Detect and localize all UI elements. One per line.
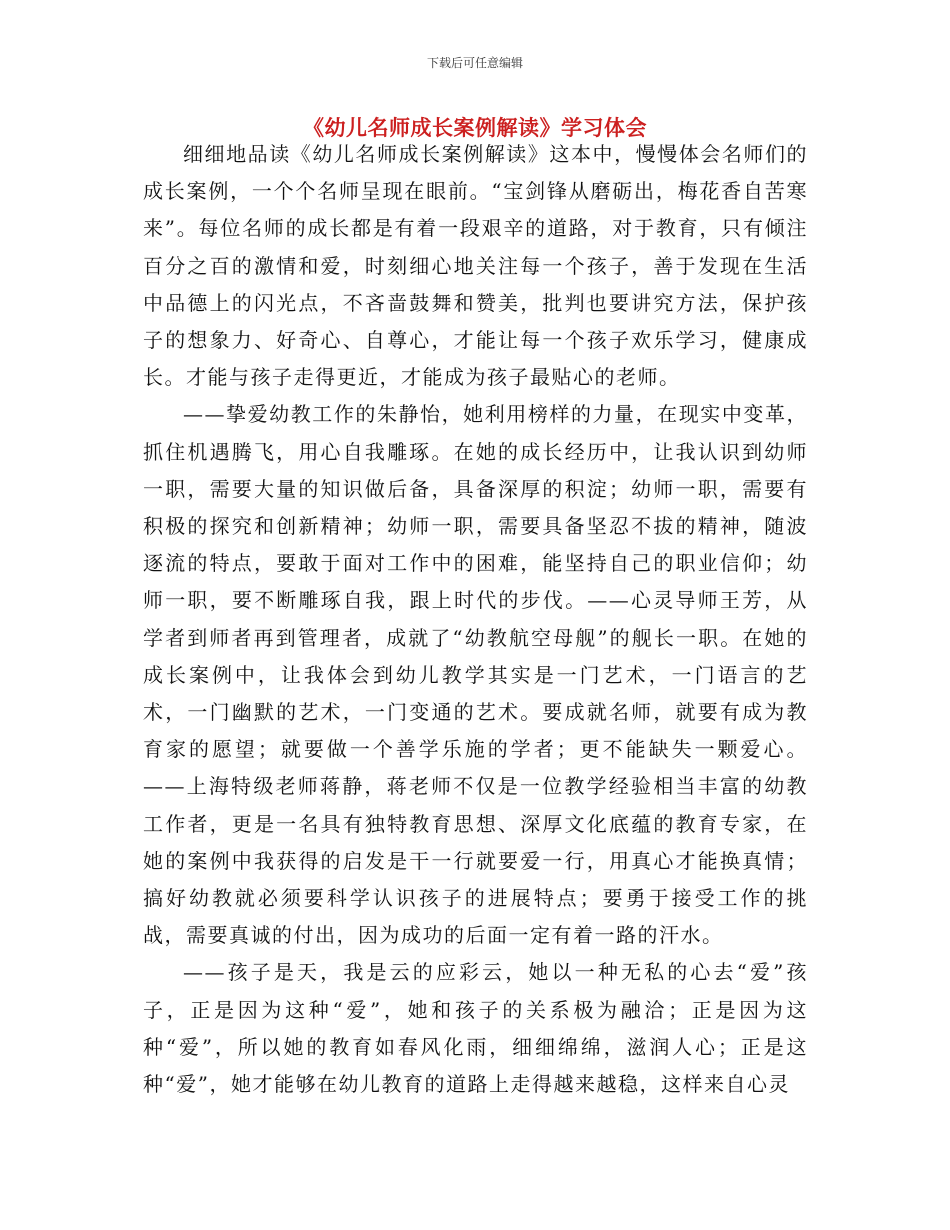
body-paragraph: ——孩子是天，我是云的应彩云，她以一种无私的心去“爱”孩子，正是因为这种“爱”，她和孩子的关系极为融洽；正是因为这种“爱”，所以她的教育如春风化雨，细细绵绵，滋润人心；正是这种“爱”，她才能够在幼儿教育的道路上走得越来越稳，这样来自心灵 [143, 960, 808, 1097]
document-title: 《幼儿名师成长案例解读》学习体会 [303, 116, 647, 140]
document-body [143, 136, 808, 1103]
header-note: 下载后可任意编辑 [426, 56, 523, 70]
body-paragraph: ——挚爱幼教工作的朱静怡，她利用榜样的力量，在现实中变革，抓住机遇腾飞，用心自我雕琢。在她的成长经历中，让我认识到幼师一职，需要大量的知识做后备，具备深厚的积淀；幼师一职，需要有积极的探究和创新精神；幼师一职，需要具备坚忍不拔的精神，随波逐流的特点，要敢于面对工作中的困难，能坚持自己的职业信仰；幼师一职，要不断雕琢自我，跟上时代的步伐。——心灵导师王芳，从学者到师者再到管理者，成就了“幼教航空母舰”的舰长一职。在她的成长案例中，让我体会到幼儿教学其实是一门艺术，一门语言的艺术，一门幽默的艺术，一门变通的艺术。要成就名师，就要有成为教育家的愿望；就要做一个善学乐施的学者；更不能缺失一颗爱心。——上海特级老师蒋静，蒋老师不仅是一位教学经验相当丰富的幼教工作者，更是一名具有独特教育思想、深厚文化底蕴的教育专家，在她的案例中我获得的启发是干一行就要爱一行，用真心才能换真情；搞好幼教就必须要科学认识孩子的进展特点；要勇于接受工作的挑战，需要真诚的付出，因为成功的后面一定有着一路的汗水。 [143, 402, 808, 948]
body-paragraph: 细细地品读《幼儿名师成长案例解读》这本中，慢慢体会名师们的成长案例，一个个名师呈现在眼前。“宝剑锋从磨砺出，梅花香自苦寒来”。每位名师的成长都是有着一段艰辛的道路，对于教育，只有倾注百分之百的激情和爱，时刻细心地关注每一个孩子，善于发现在生活中品德上的闪光点，不吝啬鼓舞和赞美，批判也要讲究方法，保护孩子的想象力、好奇心、自尊心，才能让每一个孩子欢乐学习，健康成长。才能与孩子走得更近，才能成为孩子最贴心的老师。 [143, 142, 808, 390]
